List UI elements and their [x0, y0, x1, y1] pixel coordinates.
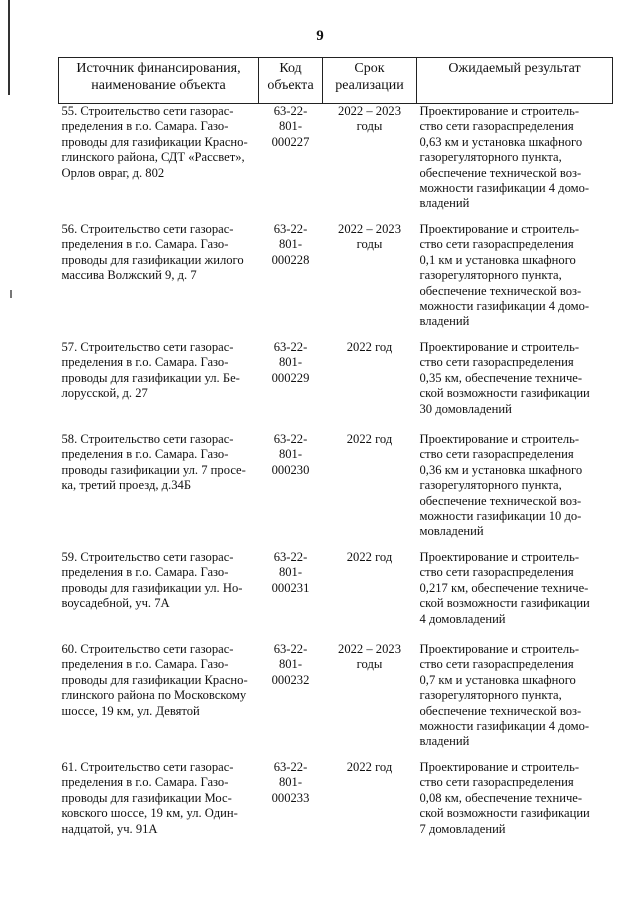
row-name: 61. Строительство сети газорас- пределения в г.о. Самара. Газо- проводы для газификации Мос- ковского шоссе, 19 км, ул. Один- надцатой, уч. 91А: [61, 760, 238, 836]
row-term: 2022 – 2023 годы: [338, 104, 401, 134]
row-result: Проектирование и строитель- ство сети газораспределения 0,63 км и установка шкафного газорегуляторного пункта, обеспечение технической воз- можности газификации 4 домо- владений: [419, 104, 590, 211]
row-code: 63-22- 801- 000230: [271, 432, 310, 477]
table-row: [59, 104, 613, 223]
row-term: 2022 год: [346, 760, 393, 774]
row-term: 2022 год: [346, 432, 393, 446]
row-name: 56. Строительство сети газорас- пределения в г.о. Самара. Газо- проводы для газификации жилого массива Волжский 9, д. 7: [61, 222, 244, 283]
financing-table: [58, 57, 613, 855]
row-name: 57. Строительство сети газорас- пределения в г.о. Самара. Газо- проводы для газификации ул. Бе- лорусской, д. 27: [61, 340, 240, 401]
row-result: Проектирование и строитель- ство сети газораспределения 0,08 км, обеспечение техниче- ской возможности газификации 7 домовладений: [419, 760, 590, 836]
row-code: 63-22- 801- 000231: [271, 550, 310, 595]
scan-edge-mark: [8, 0, 10, 95]
row-code: 63-22- 801- 000228: [271, 222, 310, 267]
header-source-name: Источник финансирования, наименование объекта: [59, 58, 259, 104]
row-code: 63-22- 801- 000227: [271, 104, 310, 149]
row-name: 59. Строительство сети газорас- пределения в г.о. Самара. Газо- проводы для газификации ул. Но- воусадебной, уч. 7А: [61, 550, 243, 611]
row-name: 60. Строительство сети газорас- пределения в г.о. Самара. Газо- проводы для газификации Красно- глинского района по Московскому шоссе, 19 км, ул. Девятой: [61, 642, 248, 718]
header-expected-result: Ожидаемый результат: [417, 58, 613, 104]
row-term: 2022 – 2023 годы: [338, 642, 401, 672]
table-row: [59, 642, 613, 760]
table-row: [59, 340, 613, 432]
row-term: 2022 год: [346, 550, 393, 564]
row-code: 63-22- 801- 000233: [271, 760, 310, 805]
row-code: 63-22- 801- 000229: [271, 340, 310, 385]
row-result: Проектирование и строитель- ство сети газораспределения 0,1 км и установка шкафного газорегуляторного пункта, обеспечение технической воз- можности газификации 4 домо- владений: [419, 222, 590, 329]
scan-dot-mark: [10, 290, 12, 298]
row-result: Проектирование и строитель- ство сети газораспределения 0,7 км и установка шкафного газорегуляторного пункта, обеспечение технической воз- можности газификации 4 домо- владений: [419, 642, 590, 749]
table-row: [59, 550, 613, 642]
row-result: Проектирование и строитель- ство сети газораспределения 0,35 км, обеспечение техниче- ской возможности газификации 30 домовладений: [419, 340, 590, 416]
row-result: Проектирование и строитель- ство сети газораспределения 0,36 км и установка шкафного газорегуляторного пункта, обеспечение технической воз- можности газификации 10 до- мовладений: [419, 432, 583, 539]
page-number: 9: [316, 28, 324, 44]
table-row: [59, 432, 613, 550]
table-row: [59, 222, 613, 340]
row-name: 55. Строительство сети газорас- пределения в г.о. Самара. Газо- проводы для газификации Красно- глинского района, СДТ «Рассвет», Орлов овраг, д. 802: [61, 104, 248, 180]
row-term: 2022 – 2023 годы: [338, 222, 401, 252]
row-result: Проектирование и строитель- ство сети газораспределения 0,217 км, обеспечение техниче- ской возможности газификации 4 домовладений: [419, 550, 590, 626]
header-term: Срок реализации: [323, 58, 417, 104]
table-row: [59, 760, 613, 855]
header-object-code: Код объекта: [259, 58, 323, 104]
row-code: 63-22- 801- 000232: [271, 642, 310, 687]
table-header-row: [59, 58, 613, 104]
row-name: 58. Строительство сети газорас- пределения в г.о. Самара. Газо- проводы газификации ул. 7 просе- ка, третий проезд, д.34Б: [61, 432, 246, 493]
row-term: 2022 год: [346, 340, 393, 354]
